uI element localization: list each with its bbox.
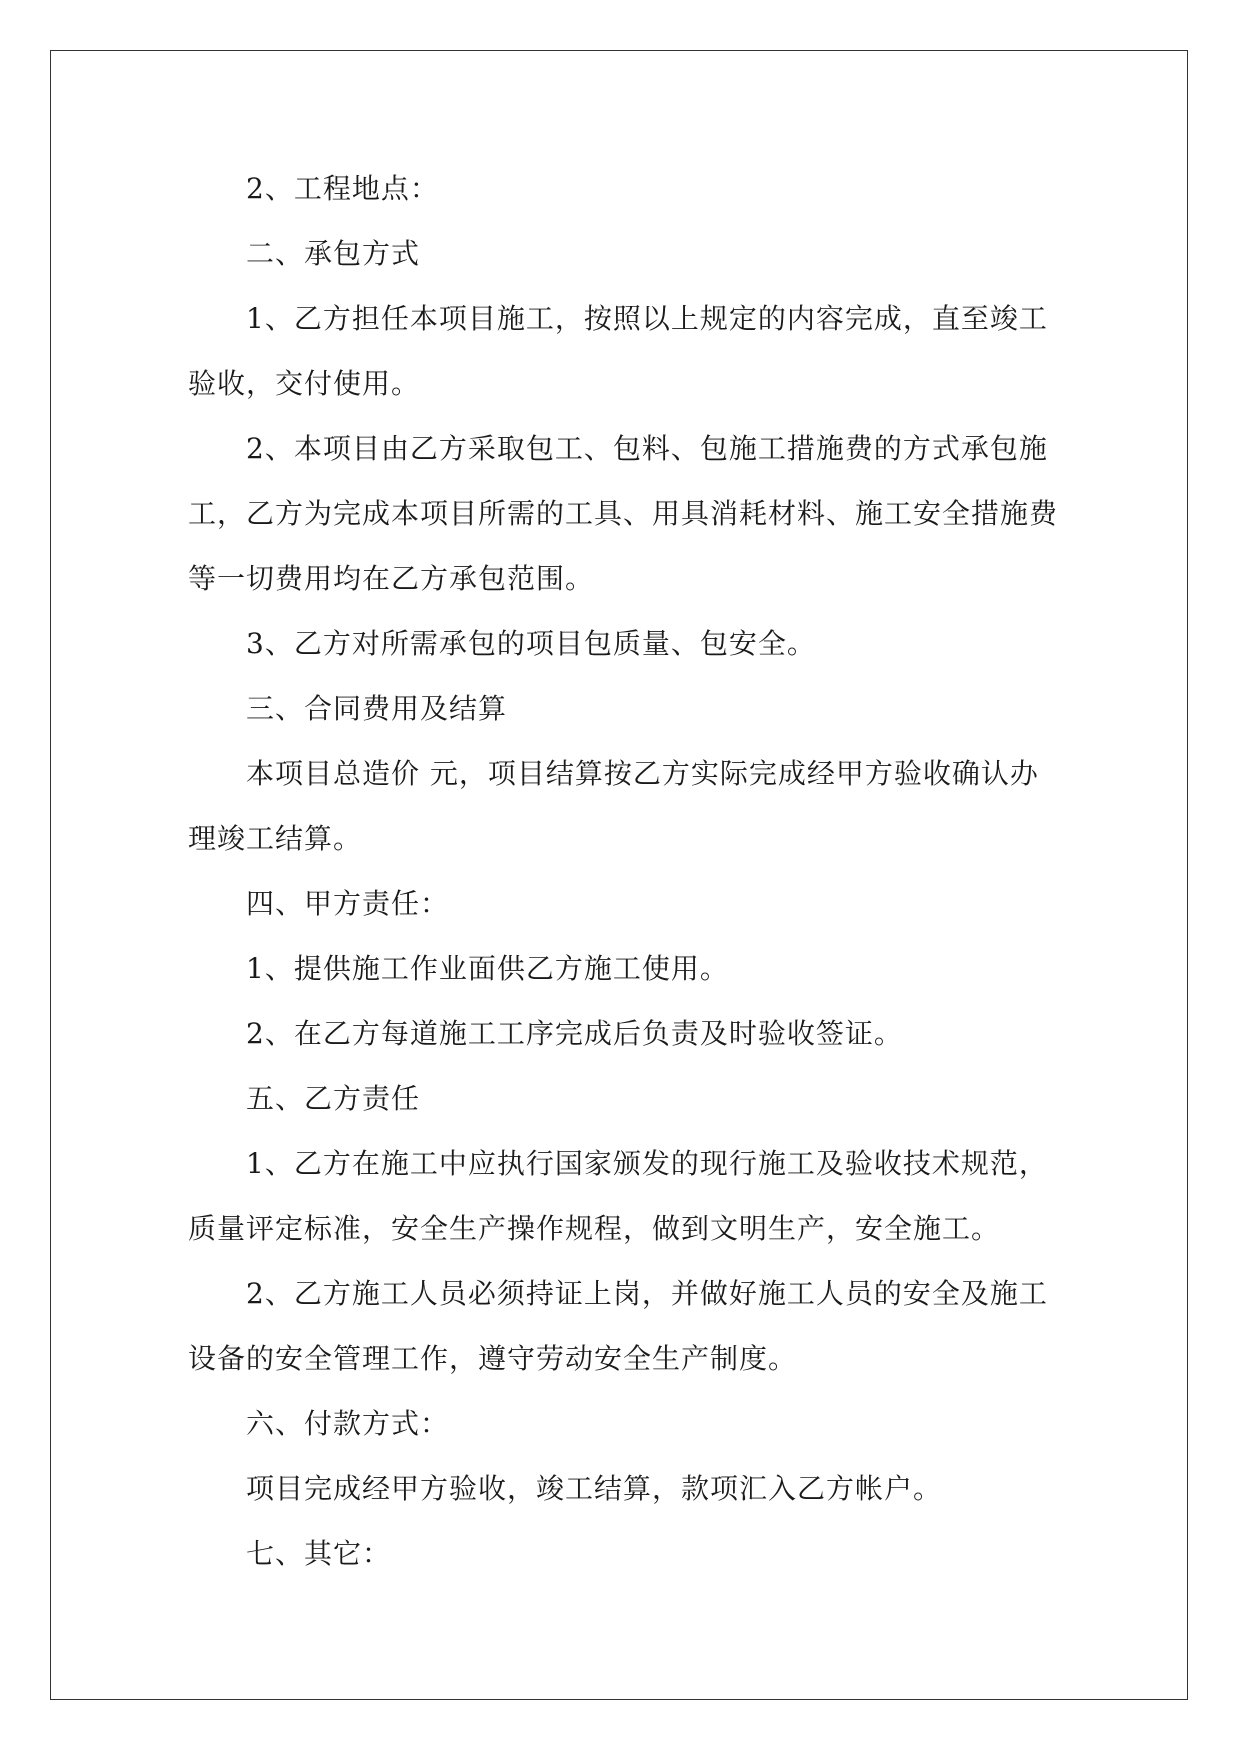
heading-payment-method: 六、付款方式： <box>246 1407 450 1440</box>
paragraph-contract-1: 1、乙方担任本项目施工，按照以上规定的内容完成，直至竣工验收，交付使用。 <box>188 302 1048 400</box>
paragraph-payment: 项目完成经甲方验收，竣工结算，款项汇入乙方帐户。 <box>246 1472 943 1505</box>
paragraph-contract-2: 2、本项目由乙方采取包工、包料、包施工措施费的方式承包施工，乙方为完成本项目所需的工具、用具消耗材料、施工安全措施费等一切费用均在乙方承包范围。 <box>188 432 1059 595</box>
heading-party-b-duties: 五、乙方责任 <box>246 1082 421 1115</box>
heading-contract-method: 二、承包方式 <box>246 237 421 270</box>
heading-fees-settlement: 三、合同费用及结算 <box>246 692 508 725</box>
paragraph-party-b-2: 2、乙方施工人员必须持证上岗，并做好施工人员的安全及施工设备的安全管理工作，遵守劳动安全生产制度。 <box>188 1277 1048 1375</box>
paragraph-party-a-2: 2、在乙方每道施工工序完成后负责及时验收签证。 <box>246 1017 903 1050</box>
paragraph-party-b-1: 1、乙方在施工中应执行国家颁发的现行施工及验收技术规范，质量评定标准，安全生产操作规程，做到文明生产，安全施工。 <box>188 1147 1048 1245</box>
heading-party-a-duties: 四、甲方责任： <box>246 887 450 920</box>
paragraph-party-a-1: 1、提供施工作业面供乙方施工使用。 <box>246 952 729 985</box>
paragraph-total-cost: 本项目总造价 元，项目结算按乙方实际完成经甲方验收确认办理竣工结算。 <box>188 757 1039 855</box>
paragraph-location: 2、工程地点： <box>246 172 439 205</box>
document-body <box>188 156 1058 1586</box>
paragraph-contract-3: 3、乙方对所需承包的项目包质量、包安全。 <box>246 627 816 660</box>
heading-other: 七、其它： <box>246 1537 392 1570</box>
